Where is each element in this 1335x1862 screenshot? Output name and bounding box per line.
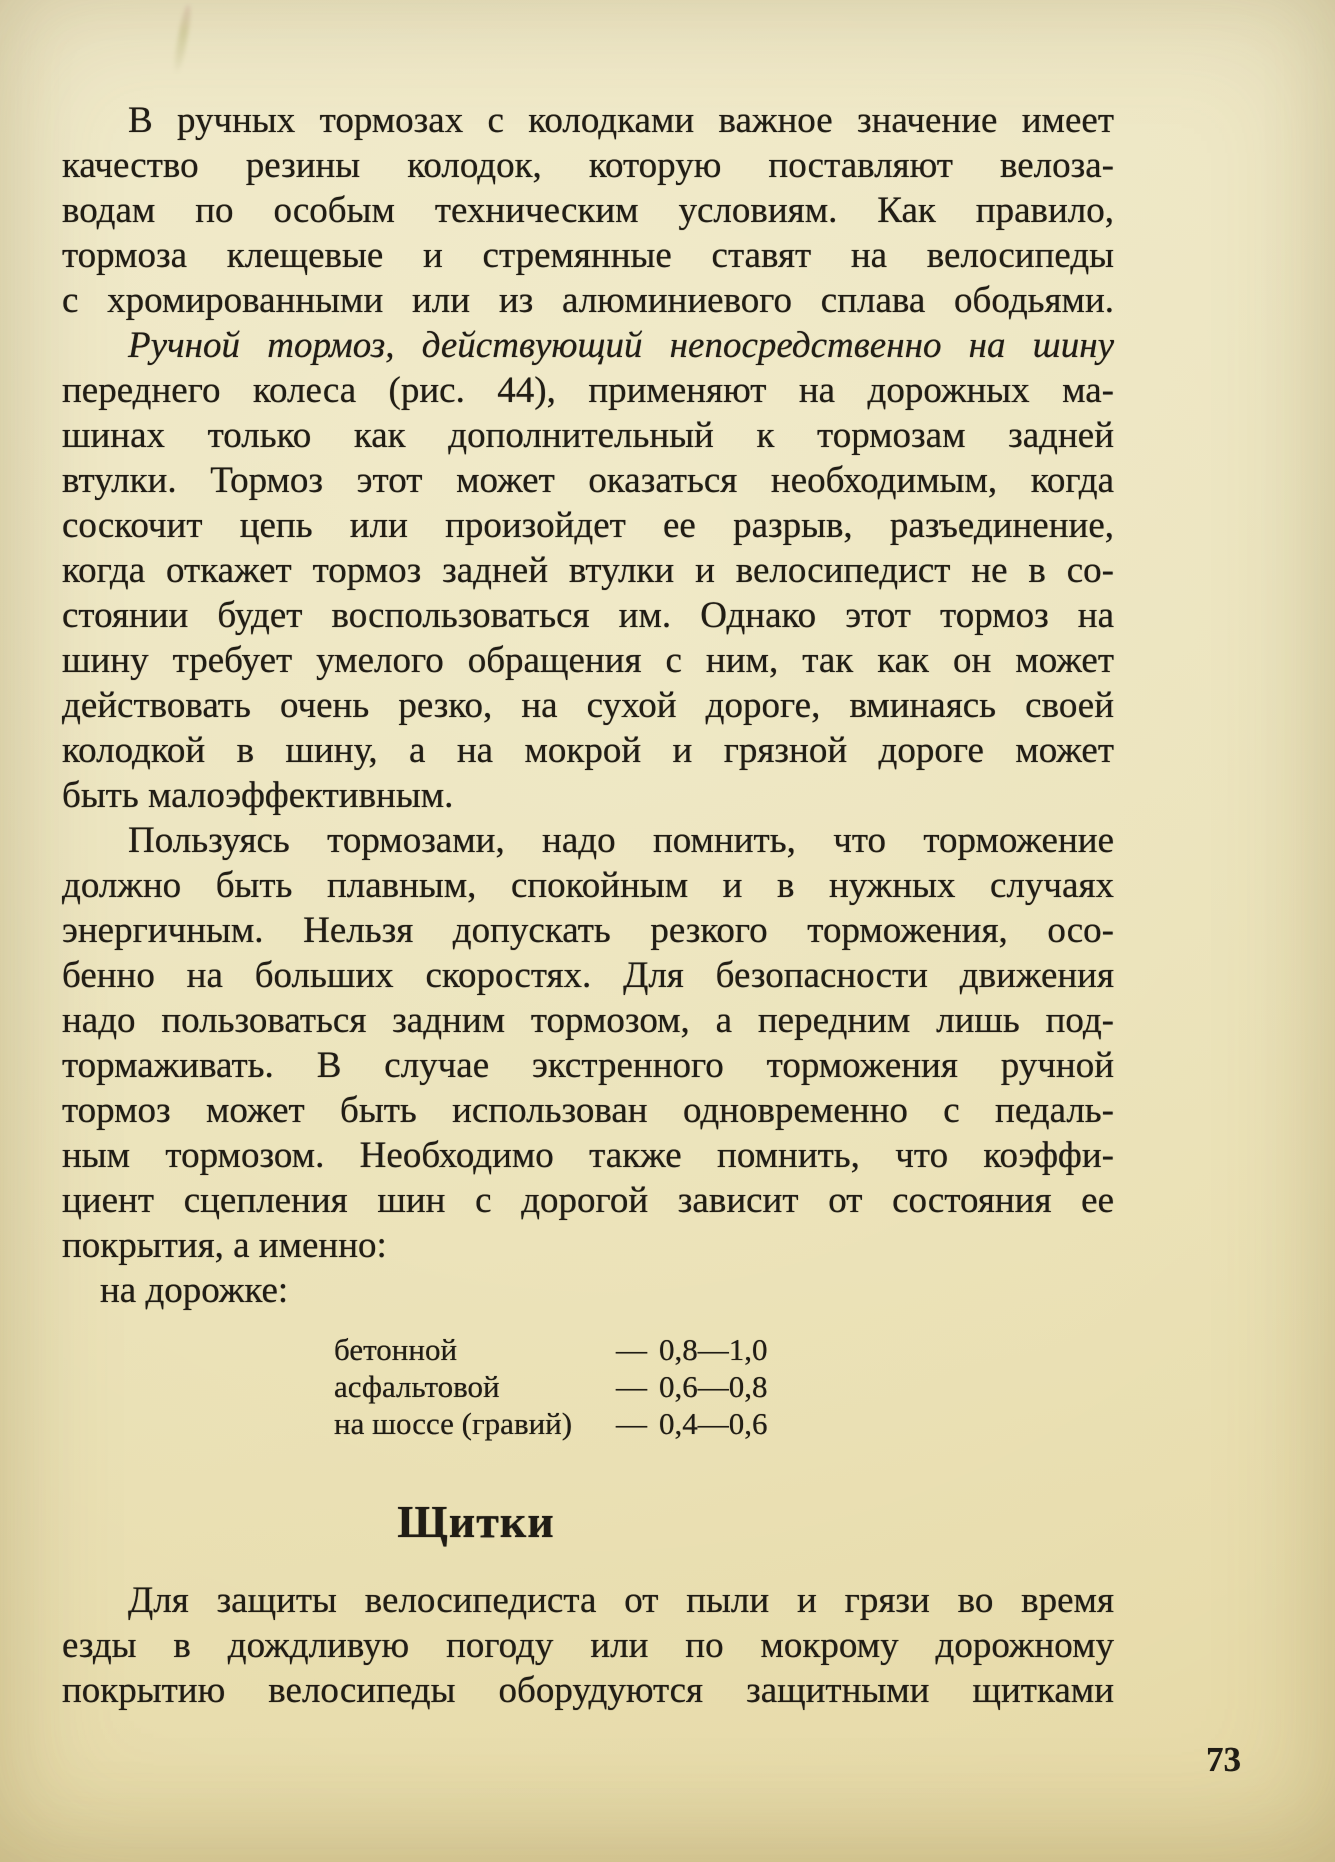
text-line: Ручной тормоз, действующий непосредственно на шину: [128, 325, 1114, 366]
coefficient-value: 0,4—0,6: [659, 1406, 768, 1441]
text-line: Для защиты велосипедиста от пыли и грязи во время: [128, 1580, 1114, 1621]
text-line: тормоза клещевые и стремянные ставят на велосипеды: [62, 235, 1114, 276]
text-line: покрытию велосипеды оборудуются защитными щитками: [62, 1670, 1114, 1711]
text-line: Пользуясь тормозами, надо помнить, что торможение: [128, 820, 1114, 861]
text-line: когда откажет тормоз задней втулки и велосипедист не в со-: [62, 550, 1114, 591]
text-column: [62, 98, 1114, 1713]
surface-label: бетонной: [334, 1332, 458, 1367]
coefficient-row: [334, 1331, 1114, 1368]
surface-label: асфальтовой: [334, 1369, 500, 1404]
text-line: тормаживать. В случае экстренного торможения ручной: [62, 1045, 1114, 1086]
paragraph: [62, 818, 1114, 1268]
text-line: шинах только как дополнительный к тормозам задней: [62, 415, 1114, 456]
text-line: должно быть плавным, спокойным и в нужных случаях: [62, 865, 1114, 906]
paragraph: [62, 1578, 1114, 1713]
text-line: на дорожке:: [100, 1270, 289, 1311]
paragraph: [62, 323, 1114, 818]
text-line: соскочит цепь или произойдет ее разрыв, разъединение,: [62, 505, 1114, 546]
text-line: качество резины колодок, которую поставляют велоза-: [62, 145, 1114, 186]
dash-separator: —: [616, 1332, 647, 1367]
text-line: езды в дождливую погоду или по мокрому дорожному: [62, 1625, 1114, 1666]
text-line: с хромированными или из алюминиевого сплава ободьями.: [62, 280, 1114, 321]
text-line: покрытия, а именно:: [62, 1225, 387, 1266]
coefficient-value: 0,6—0,8: [659, 1369, 768, 1404]
text-line: переднего колеса (рис. 44), применяют на дорожных ма-: [62, 370, 1114, 411]
text-line: колодкой в шину, а на мокрой и грязной дороге может: [62, 730, 1114, 771]
paragraph: [62, 98, 1114, 323]
text-line: водам по особым техническим условиям. Как правило,: [62, 190, 1114, 231]
page-number: 73: [1206, 1740, 1241, 1779]
text-line: надо пользоваться задним тормозом, а передним лишь под-: [62, 1000, 1114, 1041]
text-line: шину требует умелого обращения с ним, так как он может: [62, 640, 1114, 681]
pen-mark: [172, 4, 193, 74]
text-line: действовать очень резко, на сухой дороге, вминаясь своей: [62, 685, 1114, 726]
coefficient-row: [334, 1368, 1114, 1405]
coefficient-value: 0,8—1,0: [659, 1332, 768, 1367]
text-line: ным тормозом. Необходимо также помнить, что коэффи-: [62, 1135, 1114, 1176]
text-line: быть малоэффективным.: [62, 775, 454, 816]
coefficient-table: [334, 1331, 1114, 1442]
text-line: стоянии будет воспользоваться им. Однако этот тормоз на: [62, 595, 1114, 636]
section-heading: Щитки: [397, 1496, 555, 1547]
text-line: втулки. Тормоз этот может оказаться необходимым, когда: [62, 460, 1114, 501]
dash-separator: —: [616, 1406, 647, 1441]
text-line: В ручных тормозах с колодками важное значение имеет: [128, 100, 1114, 141]
paragraph: [62, 1268, 1114, 1313]
surface-label: на шоссе (гравий): [334, 1406, 573, 1441]
dash-separator: —: [616, 1369, 647, 1404]
coefficient-row: [334, 1405, 1114, 1442]
text-line: бенно на больших скоростях. Для безопасности движения: [62, 955, 1114, 996]
text-line: циент сцепления шин с дорогой зависит от состояния ее: [62, 1180, 1114, 1221]
text-line: тормоз может быть использован одновременно с педаль-: [62, 1090, 1114, 1131]
text-line: энергичным. Нельзя допускать резкого торможения, осо-: [62, 910, 1114, 951]
